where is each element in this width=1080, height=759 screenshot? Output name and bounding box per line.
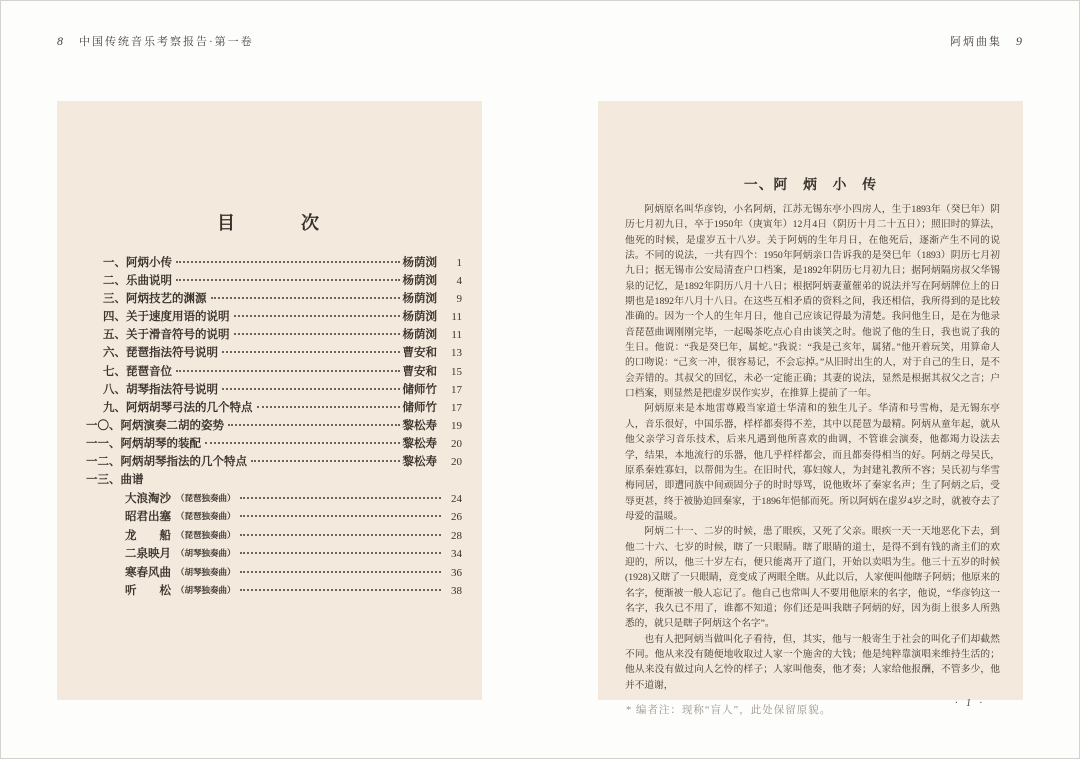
toc-entry-label: 一、阿炳小传 bbox=[103, 257, 172, 269]
toc-entry-label: 五、关于滑音符号的说明 bbox=[103, 329, 230, 342]
toc-entry-label: 六、琵琶指法符号说明 bbox=[103, 347, 218, 360]
toc-row bbox=[86, 254, 462, 272]
dot-leader bbox=[205, 442, 400, 444]
toc-entry-page: 17 bbox=[451, 383, 462, 396]
piece-page: 24 bbox=[451, 492, 462, 505]
toc-entry-label: 一〇、阿炳演奏二胡的姿势 bbox=[86, 419, 224, 432]
dot-leader bbox=[240, 497, 441, 499]
piece-page: 34 bbox=[451, 548, 462, 561]
piece-kind: （琵琶独奏曲） bbox=[176, 492, 236, 503]
toc-entry-page: 19 bbox=[451, 419, 462, 432]
dot-leader bbox=[240, 534, 441, 536]
dot-leader bbox=[257, 406, 400, 408]
piece-kind: （胡琴独奏曲） bbox=[176, 566, 236, 577]
piece-page: 28 bbox=[451, 529, 462, 542]
toc-score-section-row bbox=[86, 471, 462, 489]
dot-leader bbox=[240, 515, 441, 517]
article-title: 一、阿 炳 小 传 bbox=[743, 177, 878, 192]
toc-entry-author: 杨荫浏 bbox=[402, 257, 437, 269]
toc-entry-author: 储师竹 bbox=[402, 383, 437, 396]
toc-entry-author: 杨荫浏 bbox=[402, 329, 437, 342]
toc-row bbox=[86, 272, 462, 290]
toc-entry-label: 四、关于速度用语的说明 bbox=[103, 311, 230, 324]
running-head-left bbox=[57, 33, 254, 49]
dot-leader bbox=[240, 589, 441, 591]
running-head-right bbox=[950, 33, 1022, 49]
dot-leader bbox=[176, 370, 400, 372]
piece-kind: （琵琶独奏曲） bbox=[176, 511, 236, 522]
toc-entry-page: 20 bbox=[451, 437, 462, 450]
toc-row bbox=[86, 417, 462, 435]
piece-page: 38 bbox=[451, 585, 462, 598]
piece-title: 昭君出塞 bbox=[125, 511, 171, 524]
toc-piece-row bbox=[86, 564, 462, 583]
toc-entry-author: 储师竹 bbox=[402, 401, 437, 414]
piece-title: 二泉映月 bbox=[125, 548, 171, 561]
piece-page: 26 bbox=[451, 511, 462, 524]
piece-title: 大浪淘沙 bbox=[125, 492, 171, 505]
toc-piece-row bbox=[86, 582, 462, 601]
toc-entry-author: 黎松寿 bbox=[402, 419, 437, 432]
dot-leader bbox=[222, 388, 400, 390]
piece-title: 龙 船 bbox=[125, 529, 171, 542]
page-number-marker: · 1 · bbox=[955, 698, 985, 709]
toc-row bbox=[86, 326, 462, 344]
toc-entry-label: 一二、阿炳胡琴指法的几个特点 bbox=[86, 456, 247, 469]
dot-leader bbox=[222, 351, 400, 353]
article-paragraph: 阿炳原名叫华彦钧，小名阿炳，江苏无锡东亭小四房人，生于1893年（癸巳年）阴历七月初九日，卒于1950年（庚寅年）12月4日（阴历十月二十五日）；照旧时的算法，他死的时候，是虚岁五十八岁。关于阿炳的生年月日，在他死后，逐渐产生不同的说法。不同的说法，一共有四个：1950年阿炳亲口告诉我的是癸巳年（1893）阴历七月初九日；据无锡市公安局清查户口档案，是1892年阴历七月初九日；据阿炳隔房叔父华锡泉的记忆，是1892年阴历八月十八日；根据阿炳妻董催弟的说法并写在阿炳牌位上的日期也是1892年八月十八日。在这些互相矛盾的资料之间，我还相信，我所得到的是比较准确的。因为一个人的生年月日，他自己应该记得最为清楚。我问他生日，是在为他录音琵琶曲调刚刚完毕，一起喝茶吃点心自由谈笑之时。他说了他的生日，我也说了我的生日。他说：“我是癸巳年，属蛇。”我说：“我是己亥年，属猪。”他开着玩笑，用算命人的口吻说：“己亥一冲，很容易记，不会忘掉。”从旧时出生的人，对于自己的生日，是不会弄错的。其叔父的回忆，未必一定能正确；其妻的说法，显然是根据其叔父之言；户口档案，则显然是把虚岁误作实岁，在推算上提前了一年。 bbox=[625, 204, 1000, 400]
toc-piece-row bbox=[86, 527, 462, 546]
toc-entry-page: 20 bbox=[451, 456, 462, 469]
piece-kind: （胡琴独奏曲） bbox=[176, 548, 236, 559]
dot-leader bbox=[234, 333, 400, 335]
running-head-right-title: 阿炳曲集 bbox=[950, 36, 1002, 48]
toc-piece-row bbox=[86, 490, 462, 509]
toc-entry-page: 17 bbox=[451, 401, 462, 414]
toc-entry-page: 15 bbox=[451, 365, 462, 378]
toc-entry-label: 二、乐曲说明 bbox=[103, 275, 172, 288]
toc-entry-author: 黎松寿 bbox=[402, 456, 437, 469]
toc-entry-page: 9 bbox=[456, 293, 462, 306]
toc-list bbox=[86, 254, 462, 601]
toc-score-section-label: 一三、曲谱 bbox=[86, 474, 144, 487]
toc-entry-label: 九、阿炳胡琴弓法的几个特点 bbox=[103, 401, 253, 414]
toc-entry-page: 4 bbox=[456, 275, 462, 288]
piece-kind: （胡琴独奏曲） bbox=[176, 585, 236, 596]
toc-row bbox=[86, 290, 462, 308]
dot-leader bbox=[251, 460, 400, 462]
toc-piece-row bbox=[86, 545, 462, 564]
toc-row bbox=[86, 399, 462, 417]
toc-row bbox=[86, 453, 462, 471]
toc-entry-page: 11 bbox=[451, 311, 462, 324]
article-page-sheet bbox=[598, 101, 1023, 709]
toc-entry-page: 1 bbox=[456, 257, 462, 269]
toc-row bbox=[86, 363, 462, 381]
toc-row bbox=[86, 308, 462, 326]
toc-entry-author: 曹安和 bbox=[402, 347, 437, 360]
toc-entry-author: 杨荫浏 bbox=[402, 311, 437, 324]
toc-entry-page: 13 bbox=[451, 347, 462, 360]
toc-entry-author: 黎松寿 bbox=[402, 437, 437, 450]
toc-entry-author: 杨荫浏 bbox=[402, 275, 437, 288]
dot-leader bbox=[240, 571, 441, 573]
toc-entry-label: 三、阿炳技艺的渊源 bbox=[103, 293, 207, 306]
toc-title: 目 次 bbox=[217, 213, 322, 233]
toc-row bbox=[86, 344, 462, 362]
toc-page-sheet bbox=[57, 101, 482, 700]
toc-entry-label: 八、胡琴指法符号说明 bbox=[103, 383, 218, 396]
toc-piece-row bbox=[86, 508, 462, 527]
dot-leader bbox=[176, 279, 400, 281]
toc-entry-author: 杨荫浏 bbox=[402, 293, 437, 306]
folio-number-left: 8 bbox=[57, 34, 63, 48]
toc-entry-author: 曹安和 bbox=[402, 365, 437, 378]
folio-number-right: 9 bbox=[1016, 34, 1022, 48]
piece-kind: （琵琶独奏曲） bbox=[176, 529, 236, 540]
toc-row bbox=[86, 381, 462, 399]
dot-leader bbox=[176, 261, 400, 263]
dot-leader bbox=[228, 424, 400, 426]
toc-row bbox=[86, 435, 462, 453]
dot-leader bbox=[240, 552, 441, 554]
piece-title: 寒春风曲 bbox=[125, 566, 171, 579]
piece-page: 36 bbox=[451, 566, 462, 579]
article-body bbox=[625, 202, 1000, 693]
article-paragraph: 阿炳原来是本地雷尊殿当家道士华清和的独生儿子。华清和号雪梅，是无锡东亭人，音乐很好，中国乐器，样样都奏得不差，其中以琵琶为最精。阿炳从童年起，就从他父亲学习音乐技术，后来凡遇到他所喜欢的曲调，不管谁会演奏，他都竭力设法去学，结果，本地流行的乐器，他几乎样样都会，而且都奏得相当的好。阿炳之母吴氏，原系秦姓寡妇，以帮佣为生。在旧时代，寡妇嫁人，为封建礼教所不容；吴氏初与华雪梅同居，即遭同族中间顽固分子的时时辱骂，说他败坏了秦家名声；生了阿炳之后，受辱更甚，终于被胁迫回秦家，于1896年悒郁而死。所以阿炳在虚岁4岁之时，就被夺去了母爱的温暖。 bbox=[625, 403, 1000, 522]
editor-footnote: * 编者注：现称“盲人”，此处保留原貌。 bbox=[626, 705, 832, 716]
article-paragraph: 也有人把阿炳当做叫化子看待，但，其实，他与一般寄生于社会的叫化子们却截然不同。他从来没有随便地收取过人家一个施舍的大钱；他是纯粹靠演唱来维持生活的；他从来没有做过向人乞怜的样子；人家叫他奏，他才奏；人家给他报酬，不管多少，他并不道谢， bbox=[625, 633, 1000, 691]
toc-entry-label: 一一、阿炳胡琴的装配 bbox=[86, 437, 201, 450]
toc-entry-label: 七、琵琶音位 bbox=[103, 365, 172, 378]
dot-leader bbox=[234, 315, 400, 317]
running-head-left-title: 中国传统音乐考察报告·第一卷 bbox=[79, 36, 254, 48]
article-paragraph: 阿炳二十一、二岁的时候，患了眼疾，又死了父亲。眼疾一天一天地恶化下去，到他二十六、七岁的时候，瞎了一只眼睛。瞎了眼睛的道士，是得不到有钱的斋主们的欢迎的，所以，他三十岁左右，便只能离开了道门，开始以卖唱为生。他三十五岁的时候(1928)又瞎了一只眼睛，竟变成了两眼全瞎。从此以后，人家便叫他瞎子阿炳；他原来的名字，便渐被一般人忘记了。他自己也常叫人不要用他原来的名字，他说，“华彦钧这一名字，我久已不用了，谁都不知道；你们还是叫我瞎子阿炳的好，因为街上很多人所熟悉的，就只是瞎子阿炳这个名字”。 bbox=[625, 526, 1000, 630]
dot-leader bbox=[211, 297, 400, 299]
piece-title: 听 松 bbox=[125, 585, 171, 598]
toc-entry-page: 11 bbox=[451, 329, 462, 342]
